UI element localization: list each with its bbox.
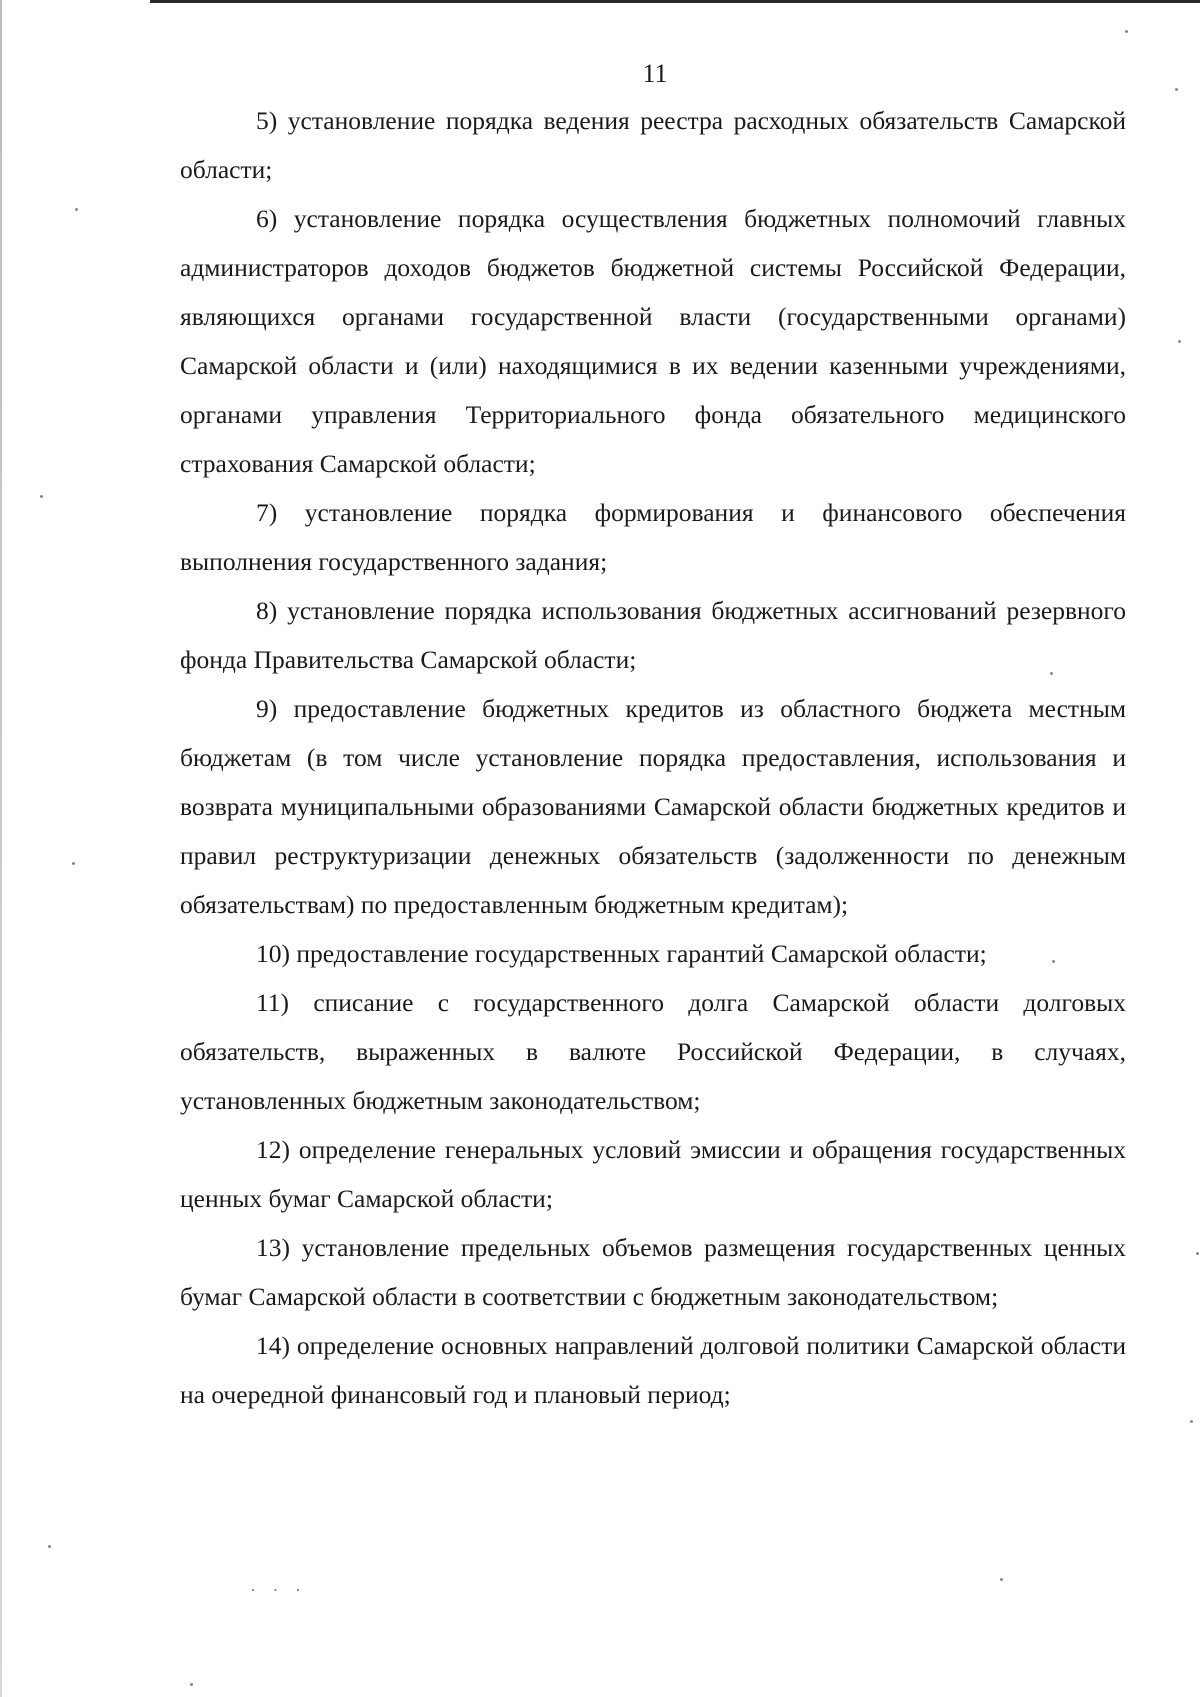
scan-speck <box>1000 1578 1003 1581</box>
page-number: 11 <box>642 59 668 88</box>
scan-speck <box>1050 672 1053 675</box>
list-item-9: 9) предоставление бюджетных кредитов из областного бюджета местным бюджетам (в том числе установление порядка предоставления, использования и возврата муниципальными образованиями Самарской области бюджетных кредитов и правил реструктуризации денежных обязательств (задолженности по денежным обязательствам) по предоставленным бюджетным кредитам); <box>180 694 1126 919</box>
list-item-6: 6) установление порядка осуществления бюджетных полномочий главных администраторов доходов бюджетов бюджетной системы Российской Федерации, являющихся органами государственной власти (государственными органами) Самарской области и (или) находящимися в их ведении казенными учреждениями, органами управления Территориального фонда обязательного медицинского страхования Самарской области; <box>180 204 1126 478</box>
list-item-13: 13) установление предельных объемов размещения государственных ценных бумаг Самарской области в соответствии с бюджетным законодательством; <box>180 1233 1126 1311</box>
scan-speck <box>1190 1420 1193 1423</box>
list-item-14: 14) определение основных направлений долговой политики Самарской области на очередной финансовый год и плановый период; <box>180 1331 1126 1409</box>
document-body <box>180 96 1126 1419</box>
scan-speck <box>40 495 43 498</box>
scan-speck <box>1178 340 1181 343</box>
list-item-7: 7) установление порядка формирования и финансового обеспечения выполнения государственного задания; <box>180 498 1126 576</box>
mark-glyph: · <box>250 1580 262 1600</box>
list-item-5: 5) установление порядка ведения реестра расходных обязательств Самарской области; <box>180 106 1126 184</box>
list-item-10: 10) предоставление государственных гарантий Самарской области; <box>256 939 987 968</box>
scan-speck <box>75 208 78 211</box>
scan-speck <box>72 862 75 865</box>
list-item-12: 12) определение генеральных условий эмиссии и обращения государственных ценных бумаг Самарской области; <box>180 1135 1126 1213</box>
left-scan-edge <box>0 0 2 1697</box>
scan-speck <box>1196 1252 1199 1255</box>
top-border-line <box>150 0 1200 3</box>
mark-glyph: · <box>295 1580 307 1600</box>
list-item-8: 8) установление порядка использования бюджетных ассигнований резервного фонда Правительства Самарской области; <box>180 596 1126 674</box>
scan-speck <box>1175 88 1178 91</box>
mark-glyph: · <box>272 1580 285 1600</box>
scan-speck <box>190 1683 193 1686</box>
scan-speck <box>1052 960 1055 963</box>
list-item-11: 11) списание с государственного долга Самарской области долговых обязательств, выраженных в валюте Российской Федерации, в случаях, установленных бюджетным законодательством; <box>180 988 1126 1115</box>
scan-speck <box>48 1545 51 1548</box>
faint-handwritten-marks <box>250 1580 380 1620</box>
scan-speck <box>1125 30 1128 33</box>
